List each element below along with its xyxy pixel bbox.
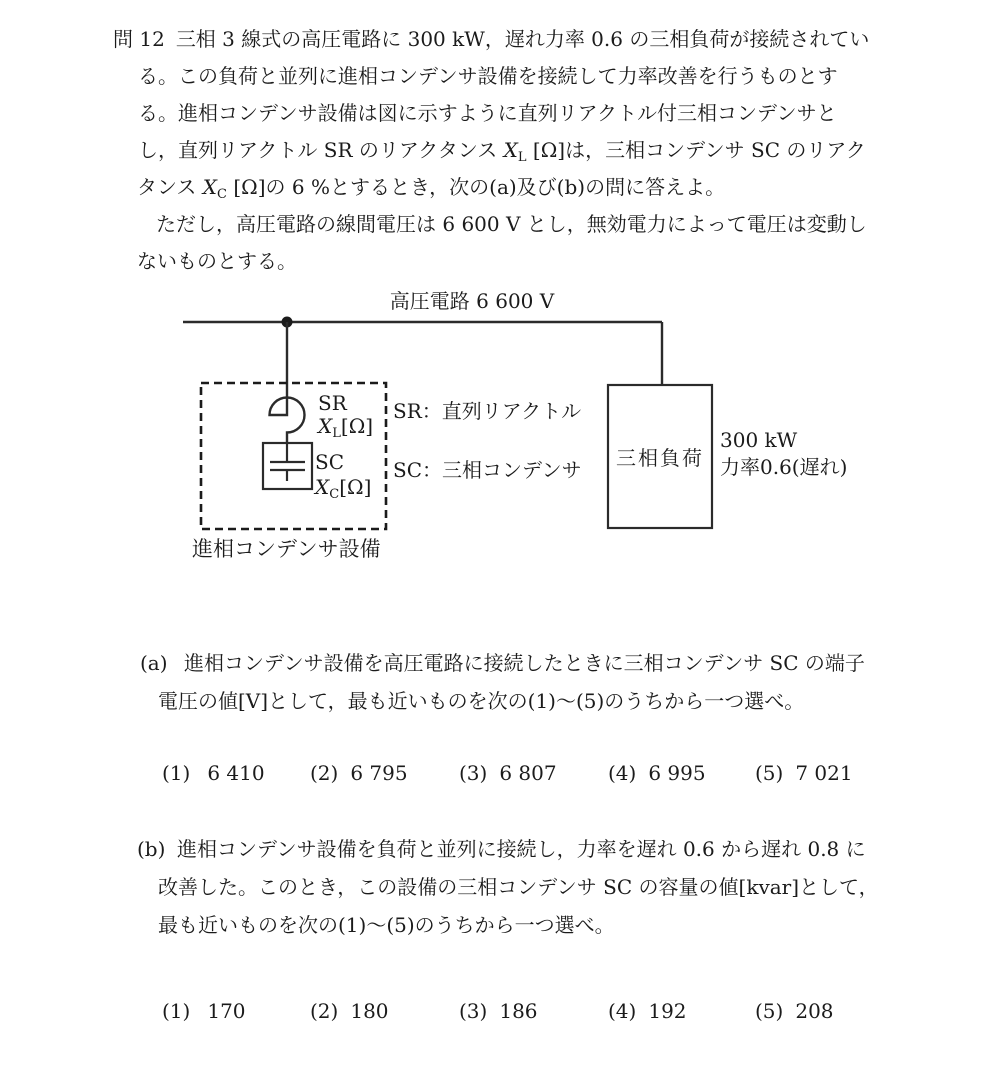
problem-line-2: る。この負荷と並列に進相コンデンサ設備を接続して力率改善を行うものとす (138, 64, 838, 88)
junction-dot (282, 317, 293, 328)
sc-reactance-label: $X_C[\Omega]$ (315, 475, 372, 502)
problem-line-3: る。進相コンデンサ設備は図に示すように直列リアクトル付三相コンデンサと (138, 101, 837, 125)
capacitor-box (263, 443, 312, 489)
choice-b-1: (1) 170 (162, 999, 246, 1023)
question-b-line-1: (b) 進相コンデンサ設備を負荷と並列に接続し，力率を遅れ 0.6 から遅れ 0.8 に (137, 837, 866, 861)
question-b-line-3: 最も近いものを次の(1)～(5)のうちから一つ選べ。 (158, 913, 615, 937)
series-reactor-icon (270, 322, 305, 443)
reactance-xc-symbol: X (202, 175, 218, 199)
question-b-tag: (b) (137, 837, 166, 861)
load-power-label: 300 kW (720, 428, 798, 452)
question-a-tag: (a) (140, 651, 168, 675)
choice-a-2: (2) 6 795 (310, 761, 408, 785)
choice-b-5: (5) 208 (755, 999, 834, 1023)
sr-tag-label: SR (318, 391, 347, 415)
legend-sc: SC：三相コンデンサ (393, 458, 582, 482)
question-a-line-2: 電圧の値[V]として，最も近いものを次の(1)～(5)のうちから一つ選べ。 (158, 689, 805, 713)
equipment-label: 進相コンデンサ設備 (192, 537, 381, 561)
choice-a-3: (3) 6 807 (459, 761, 557, 785)
bus-voltage-label: 高圧電路 6 600 V (389, 289, 555, 313)
sc-tag-label: SC (315, 450, 345, 474)
choice-a-4: (4) 6 995 (608, 761, 706, 785)
question-a-line-1: (a) 進相コンデンサ設備を高圧電路に接続したときに三相コンデンサ SC の端子 (140, 651, 865, 675)
load-pf-label: 力率0.6(遅れ) (720, 455, 848, 479)
load-name-label: 三相負荷 (616, 446, 704, 470)
legend-sr: SR：直列リアクトル (393, 399, 582, 423)
choice-b-3: (3) 186 (459, 999, 538, 1023)
choice-b-2: (2) 180 (310, 999, 389, 1023)
problem-line-5: タンス $X_C$ [Ω]の 6 %とするとき，次の(a)及び(b)の問に答えよ。 (137, 175, 726, 202)
problem-line-6: ただし，高圧電路の線間電圧は 6 600 V とし，無効電力によって電圧は変動し (156, 212, 867, 236)
choice-a-1: (1) 6 410 (162, 761, 265, 785)
problem-number: 問 12 (113, 27, 165, 51)
problem-line-1: 問 12 三相 3 線式の高圧電路に 300 kW，遅れ力率 0.6 の三相負荷が接続されてい (113, 27, 870, 51)
choice-a-5: (5) 7 021 (755, 761, 853, 785)
problem-line-4: し，直列リアクトル SR のリアクタンス $X_L$ [Ω]は，三相コンデンサ SC のリアク (138, 138, 866, 165)
sr-reactance-label: $X_L[\Omega]$ (318, 414, 374, 441)
problem-line-7: ないものとする。 (137, 249, 297, 273)
question-b-line-2: 改善した。このとき，この設備の三相コンデンサ SC の容量の値[kvar]として， (158, 875, 879, 899)
reactance-xl-symbol: X (503, 138, 518, 162)
capacitor-icon (270, 443, 305, 481)
equipment-dashed-box (201, 383, 386, 529)
choice-b-4: (4) 192 (608, 999, 687, 1023)
